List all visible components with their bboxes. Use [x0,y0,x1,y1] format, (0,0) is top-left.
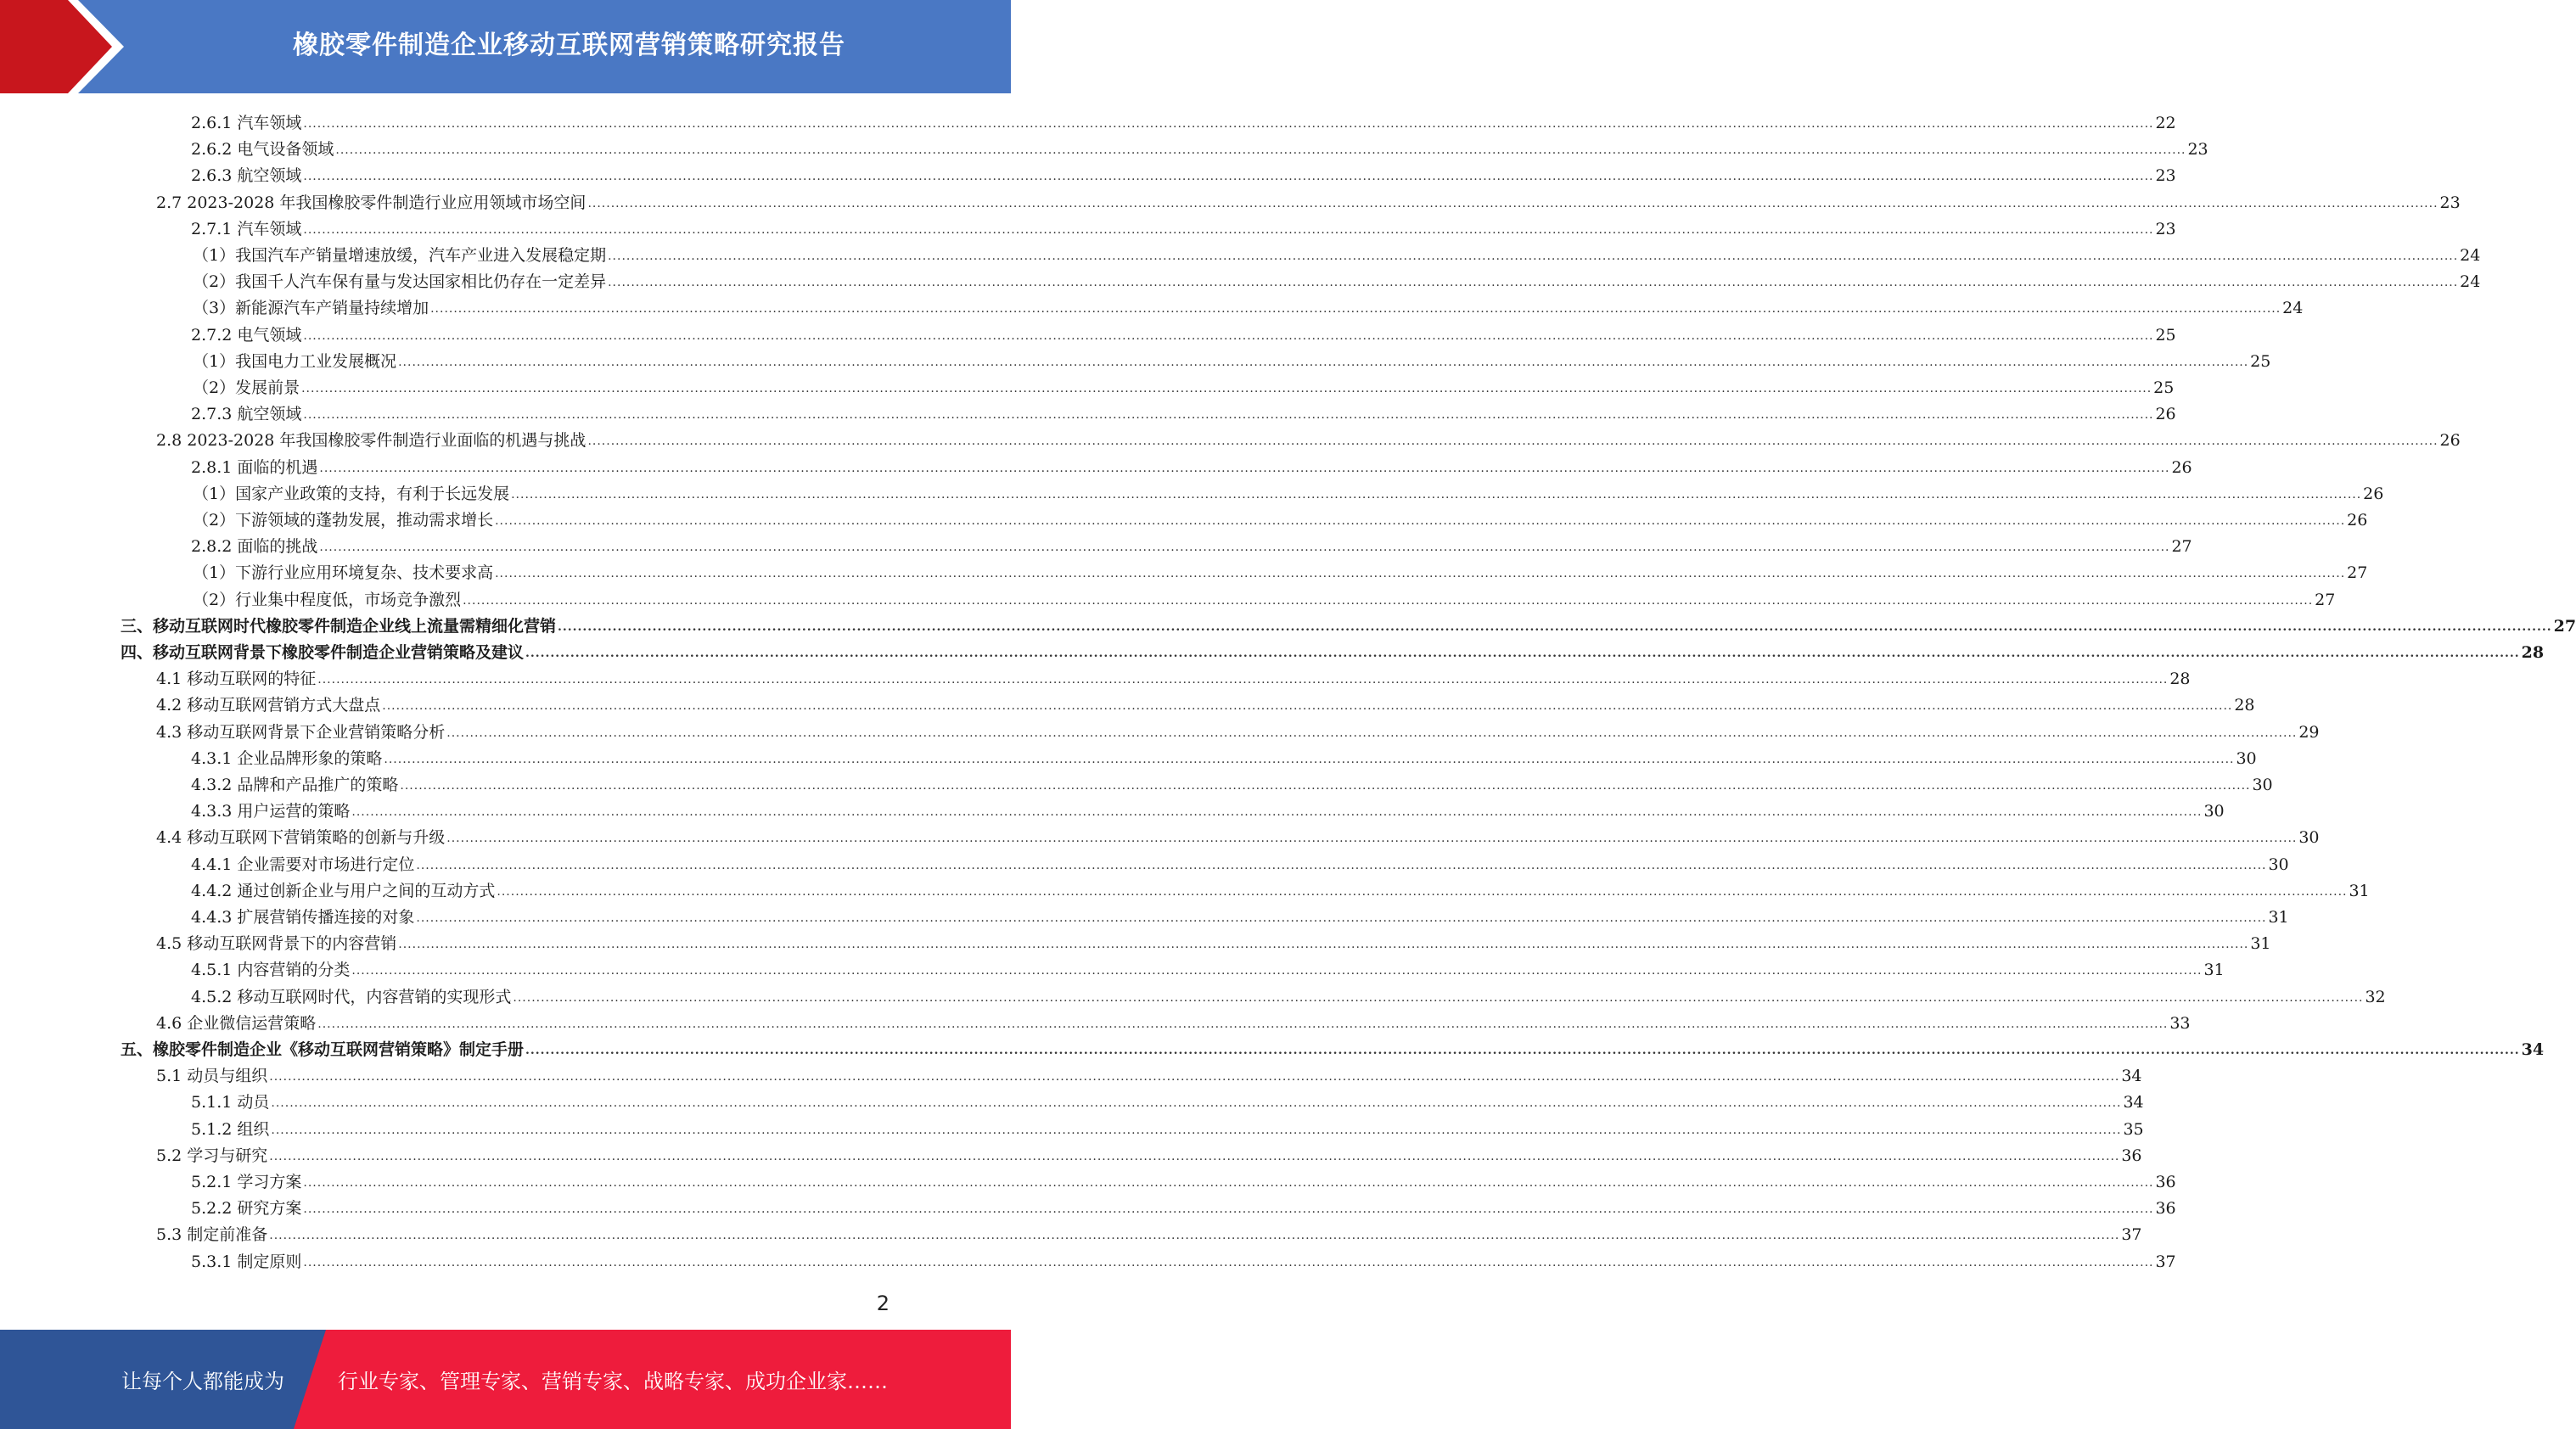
toc-dot-leader: ................................................................................................................................................................................................................................................................................................................................................................................................................ [382,699,2233,714]
toc-dot-leader: ................................................................................................................................................................................................................................................................................................................................................................................................................ [303,117,2154,131]
toc-entry[interactable] [156,424,2461,451]
toc-entry-page: 30 [2298,828,2320,848]
toc-entry-page: 31 [2349,881,2370,900]
toc-entry-label: 5.2.1 学习方案 [191,1173,302,1191]
toc-dot-leader: ................................................................................................................................................................................................................................................................................................................................................................................................................ [271,1096,2122,1111]
toc-entry[interactable] [193,372,2175,398]
toc-entry[interactable] [156,927,2271,954]
toc-entry-page: 31 [2268,908,2289,927]
toc-entry-label: 2.7.1 汽车领域 [191,219,302,238]
toc-entry-label: 5.2.2 研究方案 [191,1199,302,1219]
toc-entry-page: 24 [2460,272,2481,292]
toc-entry-page: 31 [2250,934,2271,954]
toc-entry-page: 31 [2203,961,2225,980]
toc-entry-page: 25 [2155,325,2176,345]
toc-dot-leader: ................................................................................................................................................................................................................................................................................................................................................................................................................ [495,514,2346,528]
toc-entry-label: 5.1 动员与组织 [156,1067,268,1086]
toc-entry-page: 27 [2315,590,2336,609]
toc-dot-leader: ................................................................................................................................................................................................................................................................................................................................................................................................................ [319,541,2170,555]
toc-entry[interactable] [156,821,2320,848]
toc-entry[interactable] [191,319,2176,345]
toc-entry[interactable] [193,504,2368,530]
toc-entry[interactable] [121,1034,2545,1060]
toc-entry[interactable] [191,875,2370,901]
toc-entry-label: 4.5.2 移动互联网时代，内容营销的实现形式 [191,987,512,1006]
toc-entry[interactable] [191,160,2176,186]
toc-entry[interactable] [191,954,2225,980]
toc-dot-leader: ................................................................................................................................................................................................................................................................................................................................................................................................................ [587,434,2439,449]
toc-dot-leader: ................................................................................................................................................................................................................................................................................................................................................................................................................ [335,143,2186,158]
toc-entry-page: 23 [2155,219,2176,238]
toc-entry-page: 24 [2460,246,2481,265]
toc-entry-label: 5.1.1 动员 [191,1093,270,1112]
toc-entry[interactable] [191,213,2176,239]
toc-entry[interactable] [191,743,2257,769]
toc-entry[interactable] [191,133,2208,160]
toc-entry-label: 4.1 移动互联网的特征 [156,670,317,689]
toc-entry-page: 26 [2363,484,2384,503]
toc-entry-label: 4.4.2 通过创新企业与用户之间的互动方式 [191,881,496,900]
toc-dot-leader: ................................................................................................................................................................................................................................................................................................................................................................................................................ [303,1255,2154,1269]
toc-dot-leader: ................................................................................................................................................................................................................................................................................................................................................................................................................ [269,1229,2120,1243]
toc-entry-page: 32 [2365,987,2386,1006]
toc-entry-label: （2）发展前景 [193,378,300,397]
toc-entry-label: 2.6.1 汽车领域 [191,114,302,132]
toc-entry[interactable] [156,187,2461,213]
toc-entry-page: 30 [2236,748,2257,768]
toc-entry-page: 28 [2234,696,2255,715]
toc-entry[interactable] [191,1113,2144,1140]
toc-entry-label: 4.6 企业微信运营策略 [156,1013,317,1033]
toc-entry[interactable] [156,663,2191,689]
toc-entry[interactable] [191,769,2273,795]
toc-entry-label: 2.7 2023-2028 年我国橡胶零件制造行业应用领域市场空间 [156,193,586,212]
toc-entry[interactable] [191,398,2176,424]
toc-entry[interactable] [193,292,2304,318]
toc-entry-page: 26 [2171,457,2192,477]
toc-entry-page: 37 [2155,1252,2176,1271]
toc-dot-leader: ................................................................................................................................................................................................................................................................................................................................................................................................................ [317,673,2169,687]
toc-entry-label: 三、移动互联网时代橡胶零件制造企业线上流量需精细化营销 [121,616,557,636]
toc-dot-leader: ................................................................................................................................................................................................................................................................................................................................................................................................................ [303,328,2154,343]
toc-dot-leader: ................................................................................................................................................................................................................................................................................................................................................................................................................ [525,647,2520,660]
page-number: 2 [876,1292,890,1315]
toc-entry[interactable] [156,1219,2142,1245]
toc-entry-page: 23 [2187,140,2208,160]
toc-entry-label: 2.8.1 面临的机遇 [191,457,318,477]
toc-dot-leader: ................................................................................................................................................................................................................................................................................................................................................................................................................ [430,302,2281,317]
toc-entry-page: 27 [2347,563,2368,583]
toc-entry-page: 23 [2155,166,2176,186]
toc-entry-page: 26 [2155,405,2176,424]
toc-entry-label: 2.7.2 电气领域 [191,325,302,345]
toc-dot-leader: ................................................................................................................................................................................................................................................................................................................................................................................................................ [416,858,2267,872]
toc-entry[interactable] [191,107,2176,133]
toc-dot-leader: ................................................................................................................................................................................................................................................................................................................................................................................................................ [497,884,2348,899]
toc-entry-page: 34 [2521,1040,2545,1059]
toc-dot-leader: ................................................................................................................................................................................................................................................................................................................................................................................................................ [398,355,2249,369]
toc-entry-page: 25 [2250,351,2271,371]
toc-entry-label: 4.3.3 用户运营的策略 [191,802,351,821]
toc-dot-leader: ................................................................................................................................................................................................................................................................................................................................................................................................................ [269,1149,2120,1163]
toc-dot-leader: ................................................................................................................................................................................................................................................................................................................................................................................................................ [608,276,2459,290]
toc-entry-label: （3）新能源汽车产销量持续增加 [193,299,429,318]
toc-entry[interactable] [156,1140,2142,1166]
toc-dot-leader: ................................................................................................................................................................................................................................................................................................................................................................................................................ [587,196,2439,210]
toc-dot-leader: ................................................................................................................................................................................................................................................................................................................................................................................................................ [303,1202,2154,1217]
toc-entry-label: 2.7.3 航空领域 [191,405,302,424]
header-red-arrow-decoration [0,0,127,93]
toc-entry-page: 36 [2155,1199,2176,1219]
toc-entry-page: 25 [2153,378,2175,397]
toc-entry-page: 35 [2123,1119,2144,1139]
toc-entry[interactable] [191,901,2289,927]
toc-entry[interactable] [191,795,2225,821]
toc-entry[interactable] [193,266,2481,292]
report-title: 橡胶零件制造企业移动互联网营销策略研究报告 [293,31,845,60]
toc-entry-label: 2.8 2023-2028 年我国橡胶零件制造行业面临的机遇与挑战 [156,431,586,451]
toc-dot-leader: ................................................................................................................................................................................................................................................................................................................................................................................................................ [319,461,2170,475]
toc-entry[interactable] [191,1086,2144,1112]
toc-entry-label: 4.2 移动互联网营销方式大盘点 [156,696,381,715]
toc-entry-page: 28 [2521,643,2545,662]
toc-dot-leader: ................................................................................................................................................................................................................................................................................................................................................................................................................ [400,779,2251,793]
toc-entry-label: 5.3.1 制定原则 [191,1252,302,1271]
toc-dot-leader: ................................................................................................................................................................................................................................................................................................................................................................................................................ [513,990,2364,1005]
toc-dot-leader: ................................................................................................................................................................................................................................................................................................................................................................................................................ [303,408,2154,423]
toc-entry-label: 4.4.3 扩展营销传播连接的对象 [191,908,415,927]
toc-dot-leader: ................................................................................................................................................................................................................................................................................................................................................................................................................ [351,964,2203,978]
toc-entry-label: （1）下游行业应用环境复杂、技术要求高 [193,563,494,583]
toc-dot-leader: ................................................................................................................................................................................................................................................................................................................................................................................................................ [511,487,2362,502]
toc-dot-leader: ................................................................................................................................................................................................................................................................................................................................................................................................................ [303,170,2154,184]
toc-entry-page: 30 [2268,855,2289,874]
toc-entry-label: （2）我国千人汽车保有量与发达国家相比仍存在一定差异 [193,272,607,292]
toc-dot-leader: ................................................................................................................................................................................................................................................................................................................................................................................................................ [384,752,2235,766]
toc-entry[interactable] [193,584,2336,610]
toc-dot-leader: ................................................................................................................................................................................................................................................................................................................................................................................................................ [416,911,2267,925]
toc-entry-page: 26 [2347,511,2368,530]
toc-dot-leader: ................................................................................................................................................................................................................................................................................................................................................................................................................ [269,1070,2120,1084]
toc-entry[interactable] [191,1246,2176,1272]
toc-dot-leader: ................................................................................................................................................................................................................................................................................................................................................................................................................ [525,1044,2520,1057]
toc-entry-label: 2.6.2 电气设备领域 [191,140,334,160]
toc-entry-label: 4.4 移动互联网下营销策略的创新与升级 [156,828,446,848]
toc-dot-leader: ................................................................................................................................................................................................................................................................................................................................................................................................................ [446,832,2298,846]
toc-entry[interactable] [191,451,2192,478]
footer-slogan-left: 让每个人都能成为 [121,1370,284,1393]
toc-entry-page: 24 [2282,299,2304,318]
toc-entry-page: 34 [2121,1067,2142,1086]
toc-entry-label: （1）我国汽车产销量增速放缓，汽车产业进入发展稳定期 [193,246,607,265]
toc-entry[interactable] [193,239,2481,266]
toc-dot-leader: ................................................................................................................................................................................................................................................................................................................................................................................................................ [608,249,2459,263]
toc-entry-page: 26 [2439,431,2461,451]
toc-entry[interactable] [121,610,2576,636]
toc-dot-leader: ................................................................................................................................................................................................................................................................................................................................................................................................................ [317,1017,2169,1031]
toc-entry[interactable] [193,345,2271,372]
page-footer [0,1330,1011,1429]
toc-entry-label: 4.3.2 品牌和产品推广的策略 [191,776,399,794]
toc-entry-label: 5.2 学习与研究 [156,1146,268,1165]
toc-entry[interactable] [191,981,2386,1007]
toc-dot-leader: ................................................................................................................................................................................................................................................................................................................................................................................................................ [351,805,2203,820]
toc-dot-leader: ................................................................................................................................................................................................................................................................................................................................................................................................................ [558,619,2552,634]
toc-dot-leader: ................................................................................................................................................................................................................................................................................................................................................................................................................ [301,382,2152,395]
toc-entry-label: 4.3 移动互联网背景下企业营销策略分析 [156,722,446,742]
toc-entry-page: 28 [2169,670,2191,689]
toc-entry[interactable] [193,478,2384,504]
toc-entry-page: 27 [2553,616,2576,636]
toc-entry-label: 4.4.1 企业需要对市场进行定位 [191,855,415,874]
toc-entry-page: 36 [2121,1146,2142,1165]
toc-entry-label: 四、移动互联网背景下橡胶零件制造企业营销策略及建议 [121,643,525,662]
toc-dot-leader: ................................................................................................................................................................................................................................................................................................................................................................................................................ [463,593,2314,608]
toc-entry[interactable] [156,1060,2142,1086]
toc-entry-page: 30 [2252,776,2273,794]
toc-dot-leader: ................................................................................................................................................................................................................................................................................................................................................................................................................ [303,222,2154,237]
toc-entry[interactable] [191,849,2289,875]
toc-entry-page: 30 [2203,802,2225,821]
toc-dot-leader: ................................................................................................................................................................................................................................................................................................................................................................................................................ [303,1176,2154,1190]
toc-entry-label: 4.5 移动互联网背景下的内容营销 [156,934,397,954]
toc-entry-page: 29 [2298,722,2320,742]
toc-entry-page: 34 [2123,1093,2144,1112]
toc-dot-leader: ................................................................................................................................................................................................................................................................................................................................................................................................................ [495,567,2346,581]
toc-entry-label: （2）行业集中程度低，市场竞争激烈 [193,590,462,609]
toc-entry[interactable] [193,557,2368,583]
toc-entry[interactable] [191,530,2192,557]
toc-entry-label: （1）我国电力工业发展概况 [193,351,397,371]
toc-entry[interactable] [156,689,2255,715]
toc-entry[interactable] [156,716,2320,743]
toc-dot-leader: ................................................................................................................................................................................................................................................................................................................................................................................................................ [398,938,2249,952]
toc-entry-label: 4.5.1 内容营销的分类 [191,961,351,980]
toc-entry[interactable] [156,1007,2191,1034]
toc-entry-label: 4.3.1 企业品牌形象的策略 [191,748,383,768]
toc-entry-label: 5.3 制定前准备 [156,1225,268,1245]
toc-entry[interactable] [191,1166,2176,1192]
toc-entry-page: 33 [2169,1013,2191,1033]
toc-entry-page: 27 [2171,537,2192,557]
toc-entry-page: 36 [2155,1173,2176,1191]
toc-dot-leader: ................................................................................................................................................................................................................................................................................................................................................................................................................ [446,726,2298,740]
footer-slogan-right: 行业专家、管理专家、营销专家、战略专家、成功企业家…… [338,1370,888,1393]
toc-entry-label: （1）国家产业政策的支持，有利于长远发展 [193,484,510,503]
toc-entry-page: 23 [2439,193,2461,212]
toc-entry-label: 2.8.2 面临的挑战 [191,537,318,557]
toc-entry-label: 5.1.2 组织 [191,1119,270,1139]
toc-entry-label: （2）下游领域的蓬勃发展，推动需求增长 [193,511,494,530]
toc-entry-label: 五、橡胶零件制造企业《移动互联网营销策略》制定手册 [121,1040,525,1059]
toc-entry[interactable] [121,636,2545,663]
page-header [0,0,1011,93]
toc-entry-page: 37 [2121,1225,2142,1245]
toc-entry-label: 2.6.3 航空领域 [191,166,302,186]
toc-entry[interactable] [191,1192,2176,1219]
toc-dot-leader: ................................................................................................................................................................................................................................................................................................................................................................................................................ [271,1123,2122,1137]
toc-entry-page: 22 [2155,114,2176,132]
